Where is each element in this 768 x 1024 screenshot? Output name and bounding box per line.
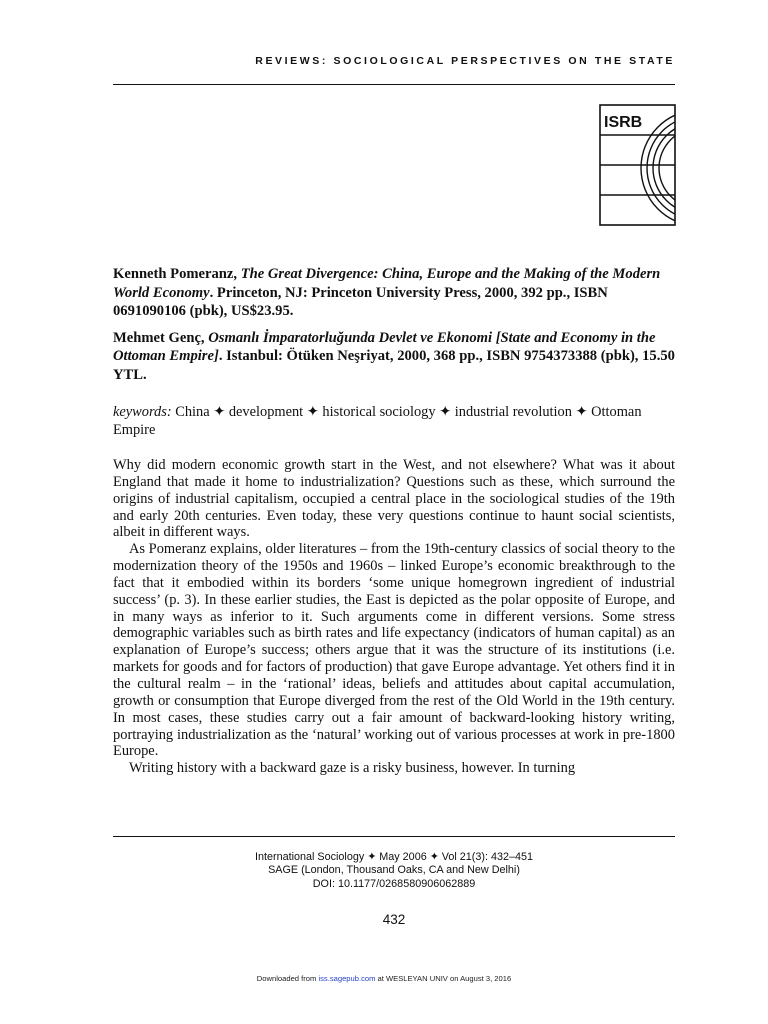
download-prefix: Downloaded from [256, 974, 319, 983]
download-suffix: at WESLEYAN UNIV on August 3, 2016 [375, 974, 512, 983]
page-number: 432 [382, 912, 406, 927]
reference-title: Osmanlı İmparatorluğunda Devlet ve Ekonomi [State and Economy in the Ottoman Empire] [113, 329, 656, 364]
journal-footer [113, 851, 675, 891]
reference-author: Mehmet Genç, [113, 329, 205, 346]
logo-text: ISRB [604, 114, 643, 131]
footer-doi: DOI: 10.1177/0268580906062889 [312, 877, 476, 890]
reference-author: Kenneth Pomeranz, [113, 266, 238, 282]
paragraph: As Pomeranz explains, older literatures – from the 19th-century classics of social theory to the modernization theory of the 1950s and 1960s – linked Europe’s economic breakthrough to the fact that it embodied within its borders ‘some unique homegrown ingredient of industrial success’ (p. 3). In these earlier studies, the East is depicted as the polar opposite of Europe, and in many ways as inferior to it. Such arguments come in different versions. Some stress demographic variables such as birth rates and life expectancy (indicators of human capital) as an explanation of Europe’s success; others argue that it was the structure of its institutions (i.e. markets for goods and for factors of production) that gave Europe advantage. Yet others find it in the cultural realm – in the ‘rational’ ideas, beliefs and attitudes about capital accumulation, growth or consumption that Europe diverged from the rest of the Old World in the 19th century. In most cases, these studies carry out a fair amount of backward-looking history writing, portraying industrialization as the ‘natural’ working out of various processes at work in pre-1800 Europe. [113, 541, 675, 760]
footer-citation: International Sociology ✦ May 2006 ✦ Vol 21(3): 432–451 [255, 851, 533, 863]
keywords-text: China ✦ development ✦ historical sociology ✦ industrial revolution ✦ Ottoman Empire [113, 404, 642, 438]
reference-title: The Great Divergence: China, Europe and the Making of the Modern World Economy [113, 266, 661, 301]
footer-rule [113, 836, 675, 837]
reference-details: . Princeton, NJ: Princeton University Press, 2000, 392 pp., ISBN 0691090106 (pbk), US$23.95. [113, 284, 608, 319]
reviewed-books [113, 265, 675, 392]
header-rule [113, 84, 675, 85]
isrb-logo [599, 104, 676, 226]
reference-pomeranz [113, 265, 675, 321]
article-body [113, 457, 675, 777]
paragraph: Why did modern economic growth start in the West, and not elsewhere? What was it about England that made it home to industrialization? Questions such as these, which surround the origins of industrial capitalism, occupied a central place in the sociological studies of the 19th and early 20th centuries. Even today, these very questions continue to haunt social scientists, albeit in different ways. [113, 457, 675, 541]
download-notice [0, 974, 768, 983]
keywords-label: keywords: [113, 404, 172, 420]
footer-publisher: SAGE (London, Thousand Oaks, CA and New Delhi) [268, 864, 520, 877]
running-head: REVIEWS: SOCIOLOGICAL PERSPECTIVES ON THE STATE [255, 55, 675, 67]
keywords [113, 403, 675, 439]
download-link[interactable]: iss.sagepub.com [318, 974, 376, 983]
reference-genc [113, 329, 675, 385]
reference-details: . Istanbul: Ötüken Neşriyat, 2000, 368 pp., ISBN 9754373388 (pbk), 15.50 YTL. [113, 348, 675, 383]
paragraph: Writing history with a backward gaze is a risky business, however. In turning [129, 760, 576, 777]
